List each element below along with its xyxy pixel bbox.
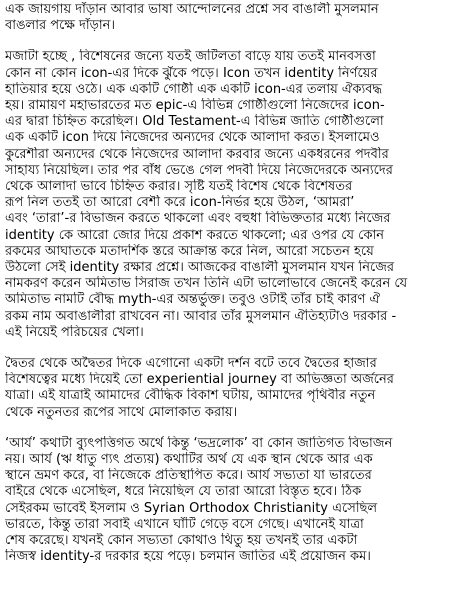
paragraph-4 bbox=[5, 436, 453, 566]
text-line: রূপ নিল ততই তা আরো বেশী করে icon-নির্ভর হয়ে উঠল, ‘আমরা’ bbox=[5, 195, 355, 211]
text-line: সেইরকম ভাবেই ইসলাম ও Syrian Orthodox Christianity এসেছিল bbox=[5, 500, 378, 516]
text-line: নিজস্ব identity-র দরকার হয়ে পড়ে। চলমান জাতির এই প্রয়োজন কম। bbox=[5, 549, 371, 565]
paragraph-2 bbox=[5, 49, 453, 341]
text-line: কুরেশীরা অন্যদের থেকে নিজেদের আলাদা করবার জন্যে একধরনের পদবীর bbox=[5, 146, 389, 162]
text-line: বাইরে থেকে এসেছিল, ধরে নিয়েছিল যে তারা আরো বিস্তৃত হবে। ঠিক bbox=[5, 484, 362, 500]
text-line: অমিতাভ নামটি বৌদ্ধ myth-এর অন্তর্ভুক্ত। তবুও ওটাই তাঁর চাই কারণ ঐ bbox=[5, 292, 380, 308]
text-line: ‘আর্য’ কথাটা ব্যুৎপত্তিগত অর্থে কিন্তু ‘ভদ্রলোক’ বা কোন জাতিগত বিভাজন bbox=[5, 435, 393, 451]
text-line: এর দ্বারা চিহ্নিত করেছিল। Old Testament-এ বিভিন্ন জাতি গোষ্ঠীগুলো bbox=[5, 114, 384, 130]
text-line: নামকরণ করেন অমিতাভ সিরাজ তখন তিনি এটা ভালোভাবে জেনেই করেন যে bbox=[5, 276, 408, 292]
text-line: কোন না কোন icon-এর দিকে ঝুঁকে পড়ে। Icon তখন identity নির্ণয়ের bbox=[5, 65, 378, 81]
paragraph-3 bbox=[5, 356, 453, 421]
text-line: identity কে আরো জোর দিয়ে প্রকাশ করতে থাকলো; এর ওপর যে কোন bbox=[5, 227, 385, 243]
paragraph-1 bbox=[5, 2, 453, 34]
text-line: যাত্রা। এই যাত্রাই আমাদের বৌদ্ধিক বিকাশ ঘটায়, আমাদের পৃথিবীর নতুন bbox=[5, 388, 376, 404]
text-line: থেকে আলাদা ভাবে চিহ্নিত করার। সৃষ্টি যতই বিশেষ থেকে বিশেষতর bbox=[5, 179, 353, 195]
text-line: বিশেষত্বের মধ্যে দিয়েই তো experiential journey বা অভিজ্ঞতা অর্জনের bbox=[5, 372, 394, 388]
text-line: মজাটা হচ্ছে , বিশেষনের জন্যে যতই জটিলতা বাড়ে যায় ততই মানবসত্তা bbox=[5, 49, 376, 65]
text-line: থেকে নতুনতর রূপের সাথে মোলাকাত করায়। bbox=[5, 404, 238, 420]
text-line: এক জায়গায় দাঁড়ান আবার ভাষা আন্দোলনের প্রশ্নে সব বাঙালী মুসলমান bbox=[5, 2, 379, 17]
text-line: বাঙলার পক্ষে দাঁড়ান। bbox=[5, 18, 116, 34]
text-line: এবং ‘তারা’-র বিভাজন করতে থাকলো এবং বহুধা বিভিক্ততার মধ্যে নিজের bbox=[5, 211, 391, 227]
text-line: হাতিয়ার হয়ে ওঠে। এক একটি গোষ্ঠী এক একটি icon-এর তলায় ঐক্যবদ্ধ bbox=[5, 81, 383, 97]
text-line: এই নিয়েই পরিচয়ের খেলা। bbox=[5, 324, 144, 340]
text-line: স্থানে ভ্রমণ করে, বা নিজেকে প্রতিস্থাপিত করে। আর্য সভ্যতা যা ভারতের bbox=[5, 468, 372, 484]
text-line: ভারতে, কিন্তু তারা সবাই এখানে ঘাঁটি গেড়ে বসে গেছে। এখানেই যাত্রা bbox=[5, 516, 364, 532]
text-line: এক একটি icon দিয়ে নিজেদের অন্যদের থেকে আলাদা করত। ইসলামেও bbox=[5, 130, 380, 146]
text-line: হয়। রামায়ণ মহাভারতের মত epic-এ বিভিন্ন গোষ্ঠীগুলো নিজেদের icon- bbox=[5, 98, 385, 114]
text-line: নয়। আর্য (ঋ ধাতু ণ্যৎ প্রত্যয়) কথাটির অর্থ যে এক স্থান থেকে আর এক bbox=[5, 452, 373, 468]
text-line: রকমের আঘাতকে মতাদর্শিক স্তরে আক্রান্ত করে নিল, আরো সচেতন হয়ে bbox=[5, 243, 374, 259]
text-line: উঠলো সেই identity রক্ষার প্রশ্নে। আজকের বাঙালী মুসলমান যখন নিজের bbox=[5, 260, 395, 276]
text-line: শেষ করেছে। যখনই কোন সভ্যতা কোথাও থিতু হয় তখনই তার একটা bbox=[5, 533, 358, 549]
text-line: রকম নাম অবাঙালীরা রাখবেন না। আবার তাঁর মুসলমান ঐতিহ্যটাও দরকার - bbox=[5, 308, 397, 324]
text-line: দ্বৈতর থেকে অদ্বৈতর দিকে এগোনো একটা দর্শন বটে তবে দ্বৈতের হাজার bbox=[5, 356, 377, 372]
text-line: সাহায্য নিয়েছিল। তার পর বাঁধ ভেঙে গেল পদবী দিয়ে নিজেদেরকে অন্যদের bbox=[5, 162, 393, 178]
